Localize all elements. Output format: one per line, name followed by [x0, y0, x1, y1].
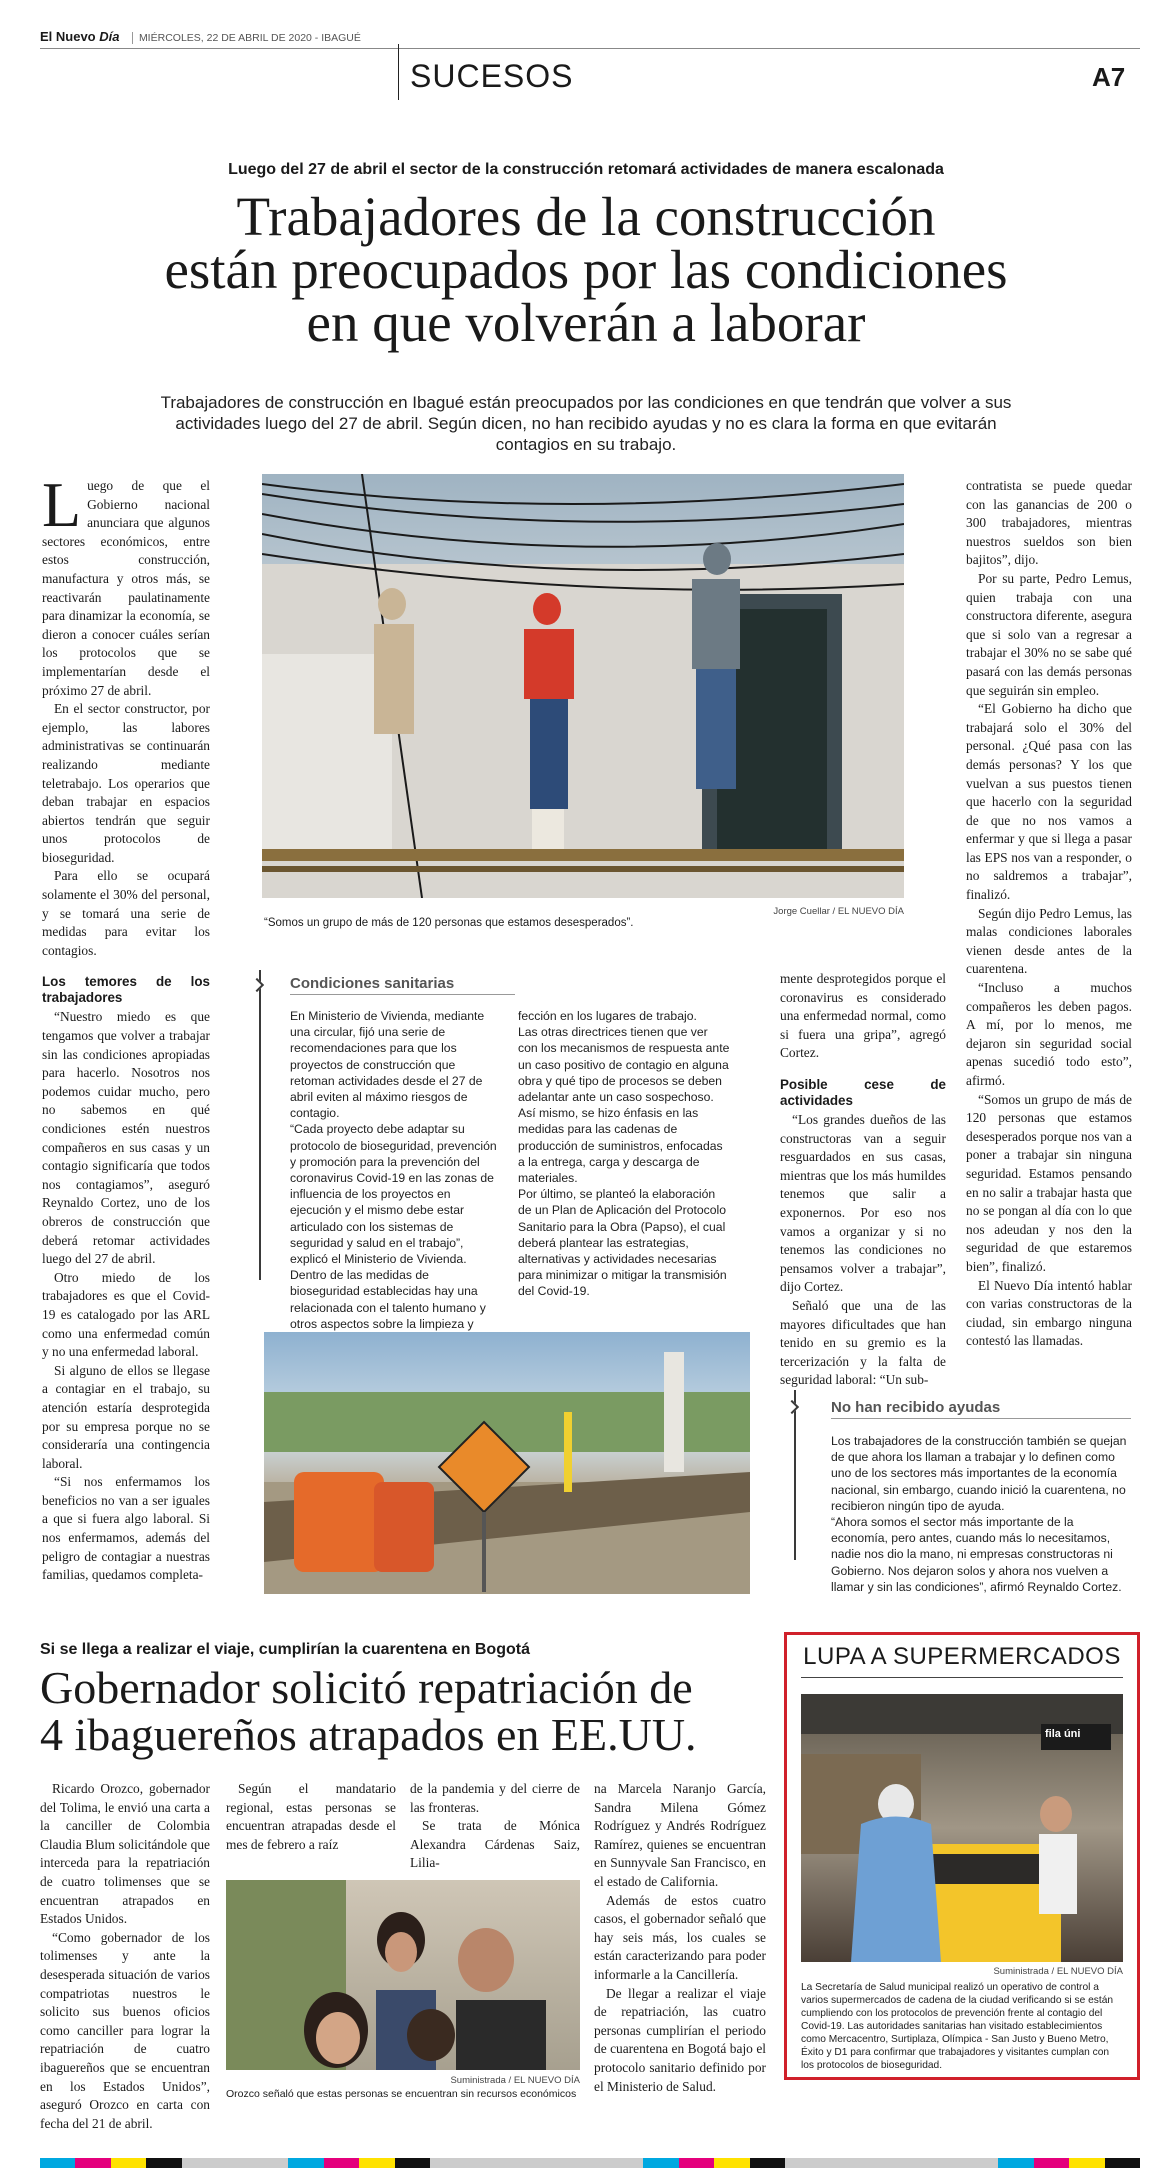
box-title-underline	[290, 994, 515, 995]
dateline: MIÉRCOLES, 22 DE ABRIL DE 2020 - IBAGUÉ	[132, 32, 361, 44]
article2-headline: Gobernador solicitó repatriación de 4 ibaguereños atrapados en EE.UU.	[40, 1662, 697, 1760]
photo-illustration	[262, 474, 904, 898]
box-ayudas-text: Los trabajadores de la construcción también se quejan de que ahora los llaman a trabajar y lo definen como uno de los sectores más importantes de la economía nacional, sin embargo, cuando inició la cuarentena, no recibieron ningún tipo de ayuda. “Ahora somos el sector más importante de la economía, pero antes, cuando más lo necesitamos, nadie nos dio la mano, ni empresas constructoras ni Gobierno. Nos dejaron solos y ahora nos vuelven a llamar y sin las condiciones”, afirmó Reynaldo Cortez.	[831, 1434, 1127, 1594]
box-title-condiciones: Condiciones sanitarias	[290, 975, 455, 992]
masthead	[40, 28, 1140, 48]
main-photo-credit: Jorge Cuellar / EL NUEVO DÍA	[773, 906, 904, 917]
sidebar-photo-credit: Suministrada / EL NUEVO DÍA	[993, 1966, 1123, 1977]
subhead-temores: Los temores de los trabajadores	[42, 974, 210, 1006]
subhead-posible-cese: Posible cese de actividades	[780, 1076, 946, 1108]
drop-cap: L	[42, 469, 82, 540]
article2-column-1: Ricardo Orozco, gobernador del Tolima, le envió una carta a la canciller de Colombia Claudia Blum solicitándole que interceda para la repatriación de cuatro tolimenses que se encuentran atrapados en Estados Unidos. “Como gobernador de los tolimenses y ante la desesperada situación de varios compatriotas nuestros le solicito sus buenos oficios como canciller para lograr la repatriación de cuatro ibaguereños que se encuentran en los Estados Unidos”, aseguró Orozco en carta con fecha del 21 de abril.	[40, 1781, 210, 2131]
family-selfie-photo	[226, 1880, 580, 2070]
box-rule-notch	[250, 978, 264, 992]
sidebar-title: LUPA A SUPERMERCADOS	[803, 1643, 1121, 1670]
supermarket-sidebar	[784, 1632, 1140, 2080]
article1-kicker: Luego del 27 de abril el sector de la construcción retomará actividades de manera escalonada	[228, 161, 944, 178]
main-photo-caption: “Somos un grupo de más de 120 personas que estamos desesperados”.	[264, 917, 634, 929]
road-works-illustration	[264, 1332, 750, 1594]
section-bracket	[398, 44, 399, 100]
family-illustration	[226, 1880, 580, 2070]
article2-kicker: Si se llega a realizar el viaje, cumplirían la cuarentena en Bogotá	[40, 1641, 530, 1658]
box-rule-ayudas	[794, 1390, 796, 1560]
box-rule-condiciones	[259, 970, 261, 1280]
box-rule-ayudas-notch	[785, 1400, 799, 1414]
article1-lead: Trabajadores de construcción en Ibagué están preocupados por las condiciones en que tendrán que volver a sus actividades luego del 27 de abril. Según dicen, no han recibido ayudas y no es clara la forma en que evitarán contagios en su trabajo.	[160, 393, 1012, 454]
supermarket-photo	[801, 1694, 1123, 1962]
article1-column-right: contratista se puede quedar con las ganancias de 200 o 300 trabajadores, mientras nuestros sueldos son bien bajitos”, dijo. Por su parte, Pedro Lemus, quien trabaja con una constructora diferente, asegura que si solo van a regresar a trabajar el 30% no se sabe qué pasará con las demás personas que seguirán sin empleo. “El Gobierno ha dicho que trabajará solo el 30% del personal. ¿Qué pasa con las demás personas? Y los que vuelvan a sus puestos tienen que hacerlo con la seguridad de que no nos vamos a enfermar y que si llega a pasar las EPS nos van a responder, o no saldremos a trabajar”, finalizó. Según dijo Pedro Lemus, las malas condiciones laborales vienen desde antes de la cuarentena. “Incluso a muchos compañeros les deben pagos. A mí, por lo menos, me dejaron sin seguridad social apenas sucedió todo esto”, afirmó. “Somos un grupo de más de 120 personas que estamos desesperados porque nos van a poner a trabajar sin ninguna seguridad. Estamos pensando en no salir a trabajar hasta que no se pongan al día con lo que nos adeudan y nos den la seguridad de que estaremos bien”, finalizó. El Nuevo Día intentó hablar con varias constructoras de la ciudad, sin embargo ninguna contestó las llamadas.	[966, 478, 1132, 1349]
article2-column-4: na Marcela Naranjo García, Sandra Milena Gómez Rodríguez y Andrés Rodríguez Ramírez, quienes se encuentran en Sunnyvale San Francisco, en el estado de California. Además de estos cuatro casos, el gobernador señaló que hay seis más, los cuales se están caracterizando para poder informarle a la Cancillería. De llegar a realizar el viaje de repatriación, las cuatro personas cumplirían el periodo de cuarentena en Bogotá bajo el protocolo sanitario definido por el Ministerio de Salud.	[594, 1781, 766, 2094]
article1-column-1: Luego de que el Gobierno nacional anunciara que algunos sectores económicos, entre estos construcción, manufactura y otros más, se reactivarán paulatinamente para dinamizar la economía, se dieron a conocer cuáles serían los protocolos que se implementarían desde el próximo 27 de abril. En el sector constructor, por ejemplo, las labores administrativas se continuarán realizando mediante teletrabajo. Los operarios que deban trabajar en espacios abiertos tendrán que seguir unos protocolos de bioseguridad. Para ello se ocupará solamente el 30% del personal, y se tomará una serie de medidas para evitar los contagios. Los temores de los trabajadores “Nuestro miedo es que tengamos que volver a trabajar sin las condiciones apropiadas para hacerlo. Nosotros nos podemos cuidar mucho, pero no sabemos en qué condiciones estén nuestros compañeros en sus casas y un contagio significaría que todos nos contagiamos”, aseguró Reynaldo Cortez, uno de los obreros de construcción que deberá retomar actividades luego del 27 de abril. Otro miedo de los trabajadores es que el Covid-19 es catalogado por las ARL como una enfermedad común y no una enfermedad laboral. Si alguno de ellos se llegase a contagiar en el trabajo, su atención estaría desprotegida por su empresa porque no se consideraría una contingencia laboral. “Si nos enfermamos los beneficios no van a ser iguales a que si fuera algo laboral. Si nos enfermamos, además del peligro de contagiar a nuestras familias, quedamos completa-	[42, 469, 210, 1583]
page-number: A7	[1092, 62, 1126, 92]
article2-column-3: de la pandemia y del cierre de las fronteras. Se trata de Mónica Alexandra Cárdenas Saiz, Lilia-	[410, 1781, 580, 1871]
article2-column-2: Según el mandatario regional, estas personas se encuentran atrapadas desde el mes de febrero a raíz	[226, 1781, 396, 1852]
sidebar-title-underline	[801, 1677, 1123, 1678]
road-works-photo	[264, 1332, 750, 1594]
box-title-ayudas: No han recibido ayudas	[831, 1399, 1001, 1416]
article1-column-mid: mente desprotegidos porque el coronavirus es considerado una enfermedad normal, como si fuera una gripa”, agregó Cortez. Posible cese de actividades “Los grandes dueños de las constructoras van a seguir resguardados en sus casas, mientras que los más humildes tenemos que salir a exponernos. Por eso nos vamos a organizar y si no tenemos las condiciones no pensamos volver a trabajar”, dijo Cortez. Señaló que una de las mayores dificultades que han tenido en su gremio es la tercerización y la falta de seguridad laboral: “Un sub-	[780, 971, 946, 1388]
section-title: SUCESOS	[410, 58, 574, 94]
print-color-bar	[40, 2158, 1140, 2168]
box-condiciones-col2: fección en los lugares de trabajo. Las otras directrices tienen que ver con los mecanismos de respuesta ante un caso positivo de contagio en alguna obra y qué tipo de procesos se deben adelantar ante un caso sospechoso. Así mismo, se hizo énfasis en las medidas para las cadenas de producción de suministros, enfocadas a la entrega, carga y descarga de materiales. Por último, se planteó la elaboración de un Plan de Aplicación del Protocolo Sanitario para la Obra (Papso), el cual deberá plantear las estrategias, alternativas y actividades necesarias para minimizar o mitigar la transmisión del Covid-19.	[518, 1009, 730, 1299]
box-ayudas-underline	[831, 1418, 1131, 1419]
family-photo-caption: Orozco señaló que estas personas se encuentran sin recursos económicos	[226, 2088, 577, 2100]
family-photo-credit: Suministrada / EL NUEVO DÍA	[450, 2075, 580, 2086]
newspaper-logo: El Nuevo Día	[40, 29, 120, 44]
box-condiciones-col1: En Ministerio de Vivienda, mediante una circular, fijó una serie de recomendaciones para que los proyectos de construcción que retoman actividades desde el 27 de abril eviten al máximo riesgos de contagio. “Cada proyecto debe adaptar su protocolo de bioseguridad, prevención y promoción para la prevención del coronavirus Covid-19 en las zonas de influencia de los proyectos en ejecución y el mismo debe estar articulado con los sistemas de seguridad y salud en el trabajo”, explicó el Ministerio de Vivienda. Dentro de las medidas de bioseguridad establecidas hay una relacionada con el talento humano y otros aspectos sobre la limpieza y	[290, 1009, 497, 1331]
article1-headline: Trabajadores de la construcción están preocupados por las condiciones en que volverán a laborar	[164, 186, 1008, 353]
construction-workers-photo	[262, 474, 904, 898]
masthead-rule	[40, 48, 1140, 49]
store-sign: fila úni	[1045, 1728, 1081, 1740]
sidebar-caption: La Secretaría de Salud municipal realizó un operativo de control a varios supermercados de cadena de la ciudad verificando si se están cumpliendo con los protocolos de prevención frente al contagio del Covid-19. Las autoridades sanitarias han visitado establecimientos como Mercacentro, Surtiplaza, Olímpica - San Justo y Bueno Metro, Éxito y D1 para confirmar que trabajadores y visitantes cumplan con los protocolos de bioseguridad.	[801, 1982, 1114, 2071]
